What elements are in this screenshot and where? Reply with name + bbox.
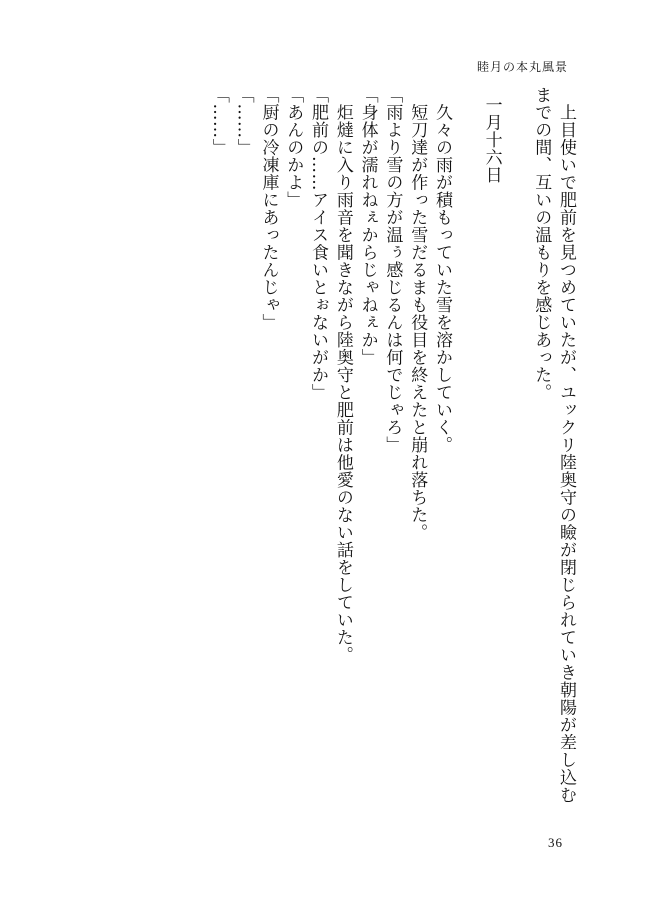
body-line: までの間、互いの温もりを感じあった。 [531, 86, 552, 401]
body-line: 上目使いで肥前を見つめていたが、ユックリ陸奥守の瞼が閉じられていき朝陽が差し込む [556, 86, 576, 804]
vertical-text-body [206, 86, 578, 826]
section-heading: 一月十六日 [481, 96, 502, 184]
dialogue-line: 「雨より雪の方が温ぅ感じるんは何でじゃろ」 [382, 86, 403, 454]
running-header: 睦月の本丸風景 [476, 60, 568, 74]
dialogue-line: 「あんのかよ」 [283, 86, 304, 209]
dialogue-line: 「……」 [208, 86, 229, 156]
body-line: 久々の雨が積もっていた雪を溶かしていく。 [432, 86, 453, 454]
dialogue-line: 「……」 [233, 86, 254, 156]
dialogue-line: 「肥前の……アイス食いとぉないがか」 [308, 86, 329, 401]
body-line: 短刀達が作った雪だるまも役目を終えたと崩れ落ちた。 [407, 86, 428, 541]
dialogue-line: 「身体が濡れねぇからじゃねぇか」 [357, 86, 378, 366]
blank-line [504, 86, 529, 826]
dialogue-line: 「厨の冷凍庫にあったんじゃ」 [258, 86, 279, 331]
page-number: 36 [548, 835, 563, 850]
blank-line [454, 86, 479, 826]
body-line: 炬燵に入り雨音を聞きながら陸奥守と肥前は他愛のない話をしていた。 [332, 86, 353, 664]
